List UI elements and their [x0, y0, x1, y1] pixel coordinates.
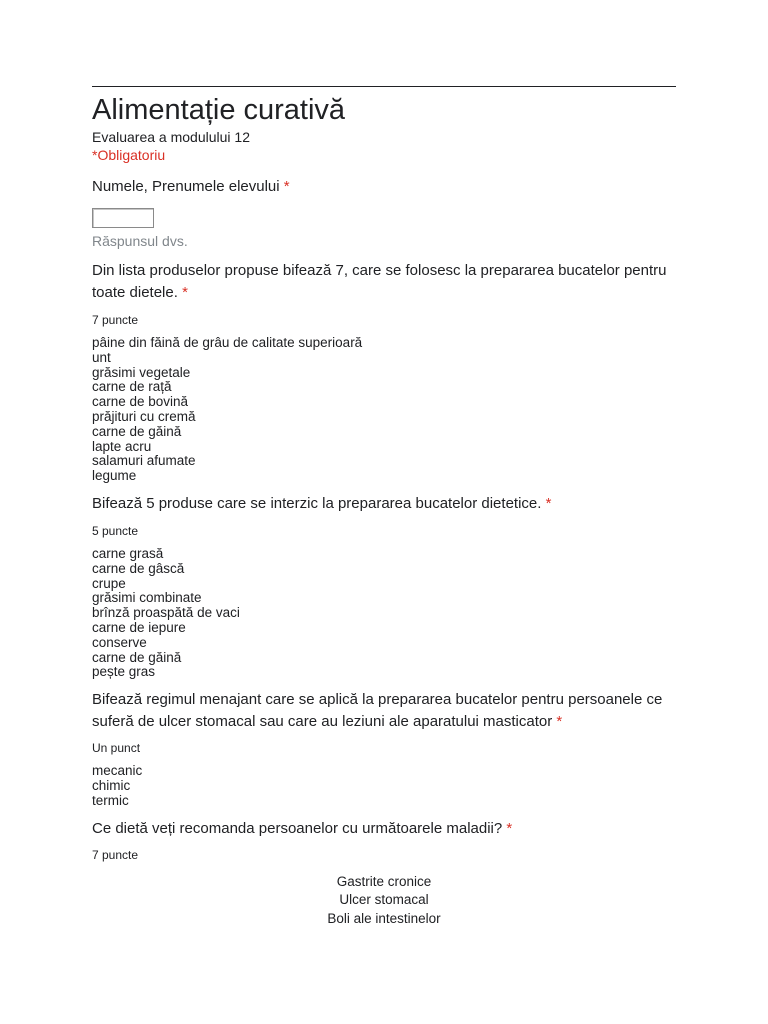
- question-points: 7 puncte: [92, 847, 139, 862]
- checkbox-option[interactable]: carne de rață: [92, 379, 172, 395]
- checkbox-option[interactable]: pâine din făină de grâu de calitate superioară: [92, 335, 363, 350]
- checkbox-option[interactable]: legume: [92, 468, 137, 484]
- required-asterisk: *: [182, 284, 188, 301]
- grid-row-label: Ulcer stomacal: [339, 892, 429, 908]
- checkbox-option[interactable]: carne de iepure: [92, 619, 186, 635]
- question-title-text: Ce dietă veți recomanda persoanelor cu următoarele maladii?: [92, 819, 503, 837]
- header-rule: [92, 86, 676, 87]
- checkbox-option[interactable]: brînză proaspătă de vaci: [92, 605, 240, 621]
- checkbox-option[interactable]: conserve: [92, 634, 147, 650]
- required-note: *Obligatoriu: [92, 147, 166, 163]
- checkbox-option[interactable]: grăsimi vegetale: [92, 364, 191, 380]
- question-forbidden-products: [92, 493, 676, 680]
- radio-option[interactable]: chimic: [92, 777, 131, 793]
- checkbox-option[interactable]: salamuri afumate: [92, 453, 196, 469]
- form-page: [92, 86, 676, 928]
- question-student-name: [92, 176, 676, 250]
- question-points: 7 puncte: [92, 313, 139, 327]
- question-title-text: Bifează 5 produse care se interzic la prepararea bucatelor dietetice.: [92, 494, 542, 512]
- checkbox-option[interactable]: unt: [92, 349, 111, 365]
- name-input[interactable]: [92, 208, 154, 228]
- answer-hint: Răspunsul dvs.: [92, 233, 188, 249]
- grid-row-label: Boli ale intestinelor: [327, 910, 441, 926]
- question-title: [92, 260, 676, 304]
- grid-row-label: Gastrite cronice: [336, 873, 432, 889]
- question-title: [92, 493, 676, 515]
- checkbox-option[interactable]: carne de găină: [92, 649, 182, 665]
- required-asterisk: *: [556, 713, 563, 731]
- checkbox-option[interactable]: carne de găină: [92, 423, 182, 439]
- question-points: 5 puncte: [92, 523, 139, 538]
- checkbox-option[interactable]: pește gras: [92, 664, 156, 680]
- option-list: [92, 764, 676, 808]
- option-list: [92, 547, 676, 680]
- question-title: [92, 818, 676, 840]
- question-points: Un punct: [92, 741, 141, 756]
- question-title-text: Numele, Prenumele elevului: [92, 178, 280, 195]
- grid-row-labels: [92, 873, 676, 929]
- question-diet-recommendation: [92, 818, 676, 929]
- checkbox-option[interactable]: carne grasă: [92, 545, 164, 561]
- question-title-text: Din lista produselor propuse bifează 7, care se folosesc la prepararea bucatelor pentru toate dietele.: [92, 262, 667, 301]
- required-asterisk: *: [506, 819, 513, 837]
- question-title: [92, 689, 676, 733]
- checkbox-option[interactable]: carne de bovină: [92, 394, 189, 410]
- checkbox-option[interactable]: carne de gâscă: [92, 560, 185, 576]
- question-allowed-products: [92, 260, 676, 484]
- form-title: Alimentație curativă: [92, 94, 346, 126]
- checkbox-option[interactable]: prăjituri cu cremă: [92, 408, 196, 424]
- required-asterisk: *: [545, 494, 552, 512]
- form-subtitle: Evaluarea a modulului 12: [92, 129, 250, 145]
- checkbox-option[interactable]: grăsimi combinate: [92, 590, 202, 606]
- checkbox-option[interactable]: lapte acru: [92, 438, 152, 454]
- radio-option[interactable]: mecanic: [92, 763, 143, 779]
- question-title-text: Bifează regimul menajant care se aplică la prepararea bucatelor pentru persoanele ce suferă de ulcer stomacal sau care au leziuni ale aparatului masticator: [92, 691, 663, 731]
- required-asterisk: *: [283, 178, 290, 195]
- checkbox-option[interactable]: crupe: [92, 575, 126, 591]
- radio-option[interactable]: termic: [92, 792, 129, 808]
- question-sparing-regime: [92, 689, 676, 808]
- question-title: [92, 176, 676, 198]
- option-list: [92, 336, 676, 484]
